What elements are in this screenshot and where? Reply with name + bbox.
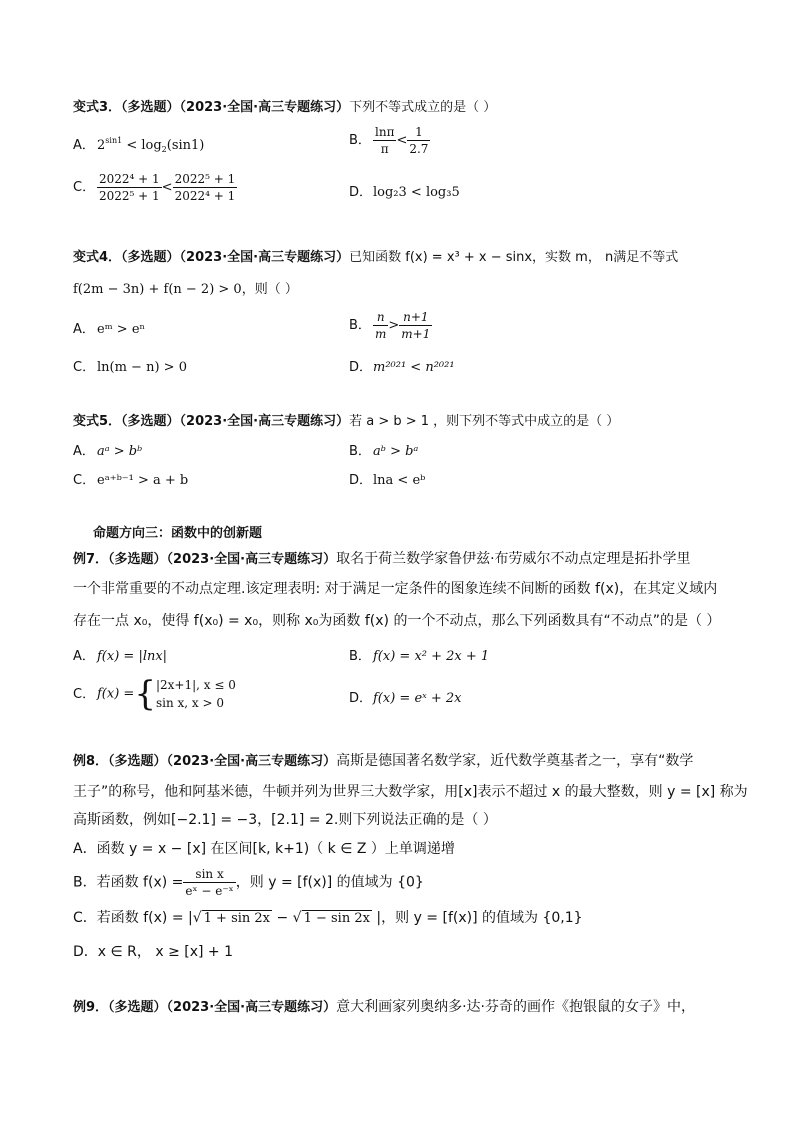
math: aᵇ > bᵃ [373,444,419,459]
option-letter: A． [73,649,95,664]
question-stem-line3: 存在一点 x₀，使得 f(x₀) = x₀，则称 x₀为函数 f(x) 的一个不动点，那么下列函数具有“不动点”的是（ ） [73,613,721,629]
option-letter: C． [73,180,96,195]
case: sin x, x > 0 [155,696,224,710]
numerator: 2022⁵ + 1 [174,172,236,186]
option-text: |，则 y = [f(x)] 的值域为 {0,1} [371,910,583,926]
denominator: 2.7 [409,142,429,156]
fraction [373,124,396,157]
question-ex8 [73,750,693,770]
math: > [388,318,400,333]
math: eᵐ > eⁿ [97,322,146,337]
option-b [73,866,424,899]
math-sub: 2 [161,145,167,154]
option-c [73,171,237,204]
denominator: 2022⁴ + 1 [174,189,236,203]
question-stem: 取名于荷兰数学家鲁伊兹·布劳威尔不动点定理是拓扑学里 [336,551,691,567]
math: ln(m − n) > 0 [97,360,187,375]
math: f(x) = eˣ + 2x [373,691,462,706]
math: aᵃ > bᵇ [97,444,143,459]
question-stem-line2: 一个非常重要的不动点定理.该定理表明: 对于满足一定条件的图象连续不间断的函数 f(x)，在其定义域内 [73,581,718,597]
numerator: lnπ [375,125,395,139]
sqrt-radicand: 1 + sin 2x [203,911,271,926]
option-letter: B． [349,318,371,333]
option-letter: C． [73,473,96,488]
question-ex9 [73,996,695,1016]
question-stem: 意大利画家列奥纳多·达·芬奇的画作《抱银鼠的女子》中， [336,999,696,1015]
option-a: A．函数 y = x − [x] 在区间[k, k+1)（ k ∈ Z ）上单调递增 [73,841,455,857]
fraction [97,171,162,204]
question-prefix: 变式4．（多选题）（2023·全国·高三专题练习） [73,250,350,265]
question-prefix: 例7．（多选题）（2023·全国·高三专题练习） [73,552,337,567]
option-letter: A． [73,444,95,459]
option-d [349,356,455,375]
numerator: n [373,309,388,326]
question-stem-line3: 高斯函数，例如[−2.1] = −3，[2.1] = 2.则下列说法正确的是（ ） [73,812,497,828]
denominator: m+1 [401,327,431,341]
math: f(x) = x² + 2x + 1 [373,649,490,664]
question-prefix: 变式3．（多选题）（2023·全国·高三专题练习） [73,100,350,115]
option-d [349,469,425,488]
denominator: π [380,142,389,156]
math: < [161,180,173,195]
question-stem: 已知函数 f(x) = x³ + x − sinx，实数 m， n满足不等式 [349,250,679,265]
piecewise-cases [156,676,236,712]
numerator: sin x [183,866,235,883]
option-letter: A． [73,138,95,153]
fraction [373,309,388,342]
option-letter: D． [349,360,373,375]
question-stem: 若 a > b > 1 ，则下列不等式中成立的是（ ） [349,414,620,429]
option-letter: D． [349,691,373,706]
option-d [349,181,460,200]
question-stem: 高斯是德国著名数学家，近代数学奠基者之一，享有“数学 [336,753,694,769]
option-letter: C． [73,686,96,702]
math: log₂3 < log₃5 [373,185,460,200]
case: |2x+1|, x ≤ 0 [155,678,236,692]
option-a [73,134,204,154]
numerator: n+1 [399,309,432,326]
option-a [73,645,167,664]
question-prefix: 例8．（多选题）（2023·全国·高三专题练习） [73,754,337,769]
brace-glyph: { [134,674,156,714]
math: < [396,133,408,148]
math: f(2m − 3n) + f(n − 2) > 0，则（ ） [73,282,298,297]
math: < log [126,138,162,153]
numerator: 1 [407,124,430,141]
option-text: ，则 y = [f(x)] 的值域为 {0} [235,874,424,891]
math: f(x) = |lnx| [97,649,168,664]
option-b [349,309,432,342]
option-b [349,645,489,664]
math: m²⁰²¹ < n²⁰²¹ [373,360,455,375]
option-letter: B． [349,649,371,664]
math: eᵃ⁺ᵇ⁻¹ > a + b [97,473,189,488]
fraction [407,124,430,157]
question-v5 [73,410,619,429]
question-v4 [73,246,678,265]
option-c [73,356,187,375]
option-c [73,469,188,488]
denominator: 2022⁵ + 1 [99,189,160,203]
question-stem: 下列不等式成立的是（ ） [349,100,497,115]
question-prefix: 变式5．（多选题）（2023·全国·高三专题练习） [73,414,350,429]
option-letter: B． [349,444,371,459]
fraction [183,866,235,899]
question-stem-line2: 王子”的称号，他和阿基米德，牛顿并列为世界三大数学家，用[x]表示不超过 x 的最大整数，则 y = [x] 称为 [73,784,748,800]
option-letter: D． [349,185,373,200]
option-letter: C． [73,360,96,375]
math: lna < eᵇ [373,473,426,488]
math: 2 [97,138,106,153]
option-letter: A． [73,322,95,337]
question-ex7 [73,548,691,568]
math-sup: sin1 [105,136,123,145]
math: (sin1) [166,138,205,153]
option-letter: D． [349,473,373,488]
numerator: 2022⁴ + 1 [99,172,160,186]
denominator: eˣ − e⁻ˣ [185,884,234,898]
option-d: D．x ∈ R， x ≥ [x] + 1 [73,944,234,960]
section-title: 命题方向三：函数中的创新题 [93,526,263,541]
question-prefix: 例9．（多选题）（2023·全国·高三专题练习） [73,1000,337,1015]
option-a [73,318,145,337]
option-letter: B． [349,133,371,148]
fraction [399,309,432,342]
option-c [73,676,236,712]
option-b [349,124,430,157]
sqrt-radicand: 1 − sin 2x [303,911,370,926]
option-text: B．若函数 f(x) = [73,874,184,891]
fraction [173,171,238,204]
math: f(x) = [97,686,135,702]
option-d [349,687,462,706]
option-b [349,440,418,459]
option-a [73,440,142,459]
option-text: C．若函数 f(x) = | [73,910,193,926]
question-v3 [73,96,496,115]
option-text: − [272,910,293,926]
question-stem-line2 [73,278,298,297]
denominator: m [375,327,387,341]
option-c: C．若函数 f(x) = |√ 1 + sin 2x − √ 1 − sin 2x |，则 y = [f(x)] 的值域为 {0,1} [73,910,583,926]
